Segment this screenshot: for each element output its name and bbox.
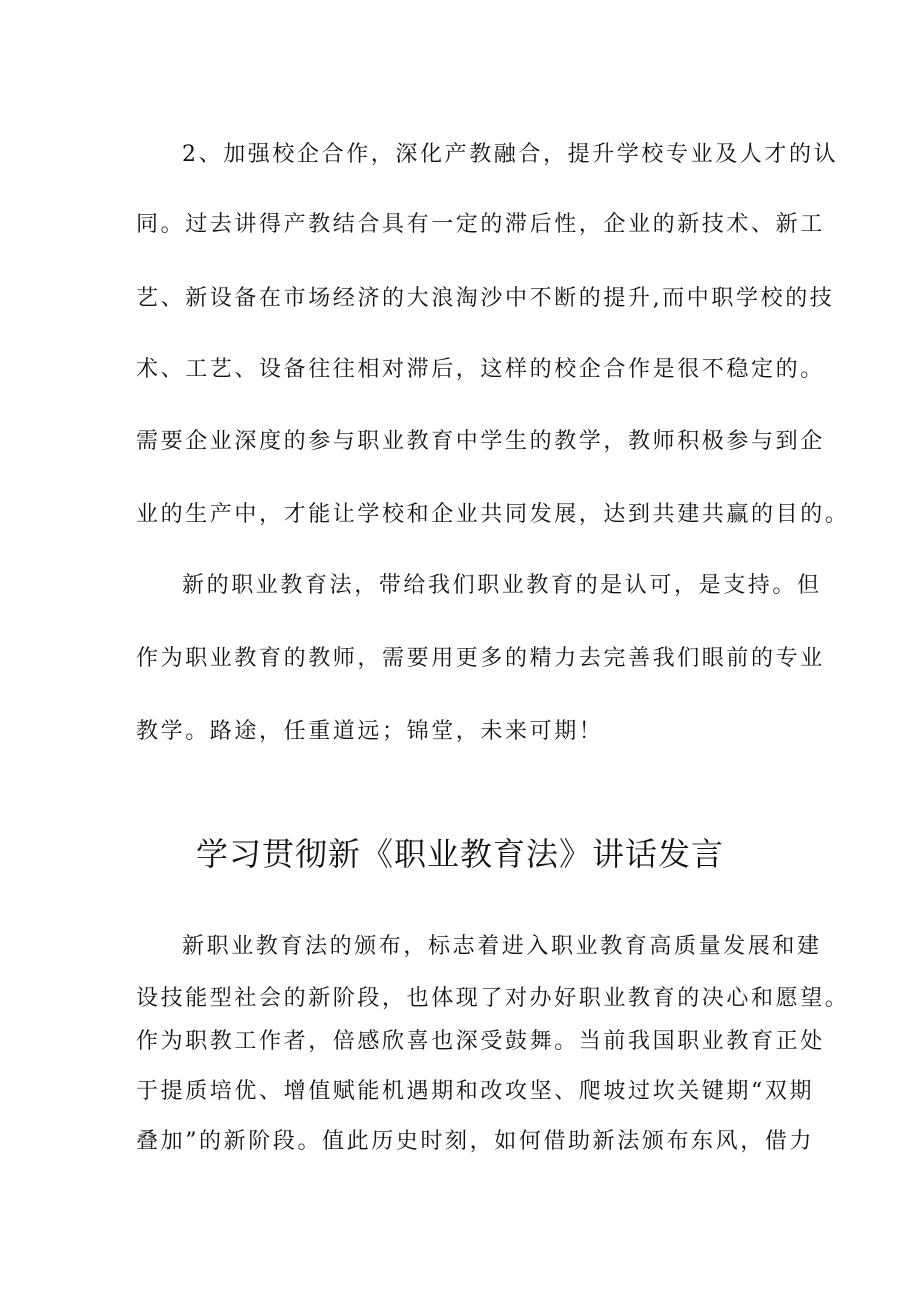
paragraph-line: 于提质培优、增值赋能机遇期和改攻坚、爬坡过坎关键期“双期 [136, 1079, 815, 1104]
paragraph-line: 新职业教育法的颁布，标志着进入职业教育高质量发展和建 [182, 934, 822, 959]
paragraph-line: 叠加”的新阶段。值此历史时刻，如何借助新法颁布东风，借力 [136, 1129, 815, 1154]
paragraph-line: 设技能型社会的新阶段，也体现了对办好职业教育的决心和愿望。 [136, 986, 850, 1011]
section-title: 学习贯彻新《职业教育法》讲话发言 [195, 835, 724, 873]
paragraph-line: 需要企业深度的参与职业教育中学生的教学，教师积极参与到企 [136, 429, 825, 454]
paragraph-line: 新的职业教育法，带给我们职业教育的是认可，是支持。但 [182, 573, 822, 598]
paragraph-line: 教学。路途，任重道远；锦堂，未来可期！ [136, 719, 604, 744]
paragraph-line: 作为职业教育的教师，需要用更多的精力去完善我们眼前的专业 [136, 646, 825, 671]
paragraph-line: 艺、新设备在市场经济的大浪淘沙中不断的提升,而中职学校的技 [136, 286, 835, 311]
paragraph-line: 作为职教工作者，倍感欣喜也深受鼓舞。当前我国职业教育正处 [136, 1029, 825, 1054]
paragraph-line: 业的生产中，才能让学校和企业共同发展，达到共建共赢的目的。 [136, 502, 850, 527]
paragraph-line: 2、加强校企合作，深化产教融合，提升学校专业及人才的认 [182, 142, 839, 167]
paragraph-line: 同。过去讲得产教结合具有一定的滞后性，企业的新技术、新工 [136, 212, 825, 237]
paragraph-line: 术、工艺、设备往往相对滞后，这样的校企合作是很不稳定的。 [136, 357, 825, 382]
